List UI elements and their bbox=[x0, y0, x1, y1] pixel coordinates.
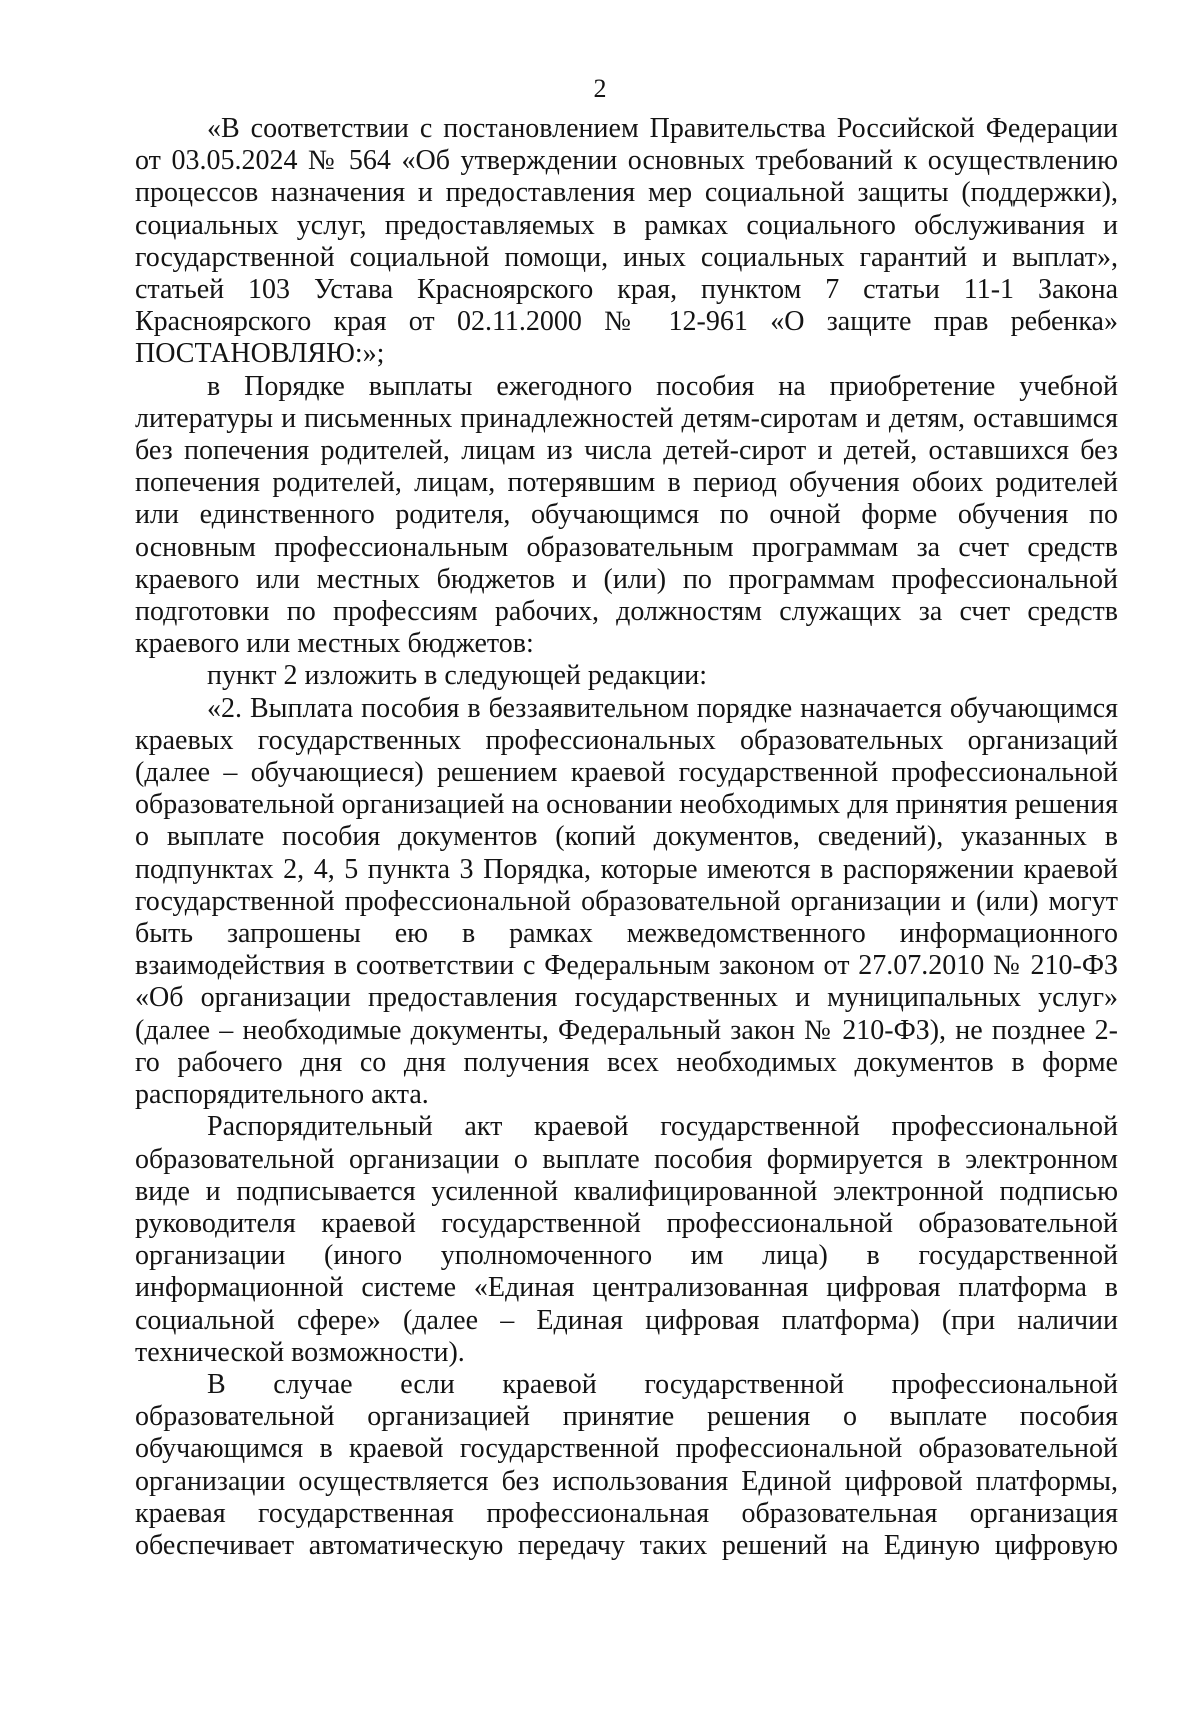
paragraph-item-2-instruction: пункт 2 изложить в следующей редакции: bbox=[207, 660, 707, 692]
document-body bbox=[135, 113, 1118, 1562]
paragraph-procedure-amendment: в Порядке выплаты ежегодного пособия на приобретение учебной литературы и письменных принадлежностей детям-сиротам и детям, оставшимся без попечения родителей, лицам из числа детей-сирот и детей, оставшихся без попечения родителей, лицам, потерявшим в период обучения обоих родителей или единственного родителя, обучающимся по очной форме обучения по основным профессиональным образовательным программам за счет средств краевого или местных бюджетов и (или) по программам профессиональной подготовки по профессиям рабочих, должностям служащих за счет средств краевого или местных бюджетов: bbox=[135, 370, 1118, 660]
paragraph-item-2-text: «2. Выплата пособия в беззаявительном порядке назначается обучающимся краевых государственных профессиональных образовательных организаций (далее – обучающиеся) решением краевой государственной профессиональной образовательной организацией на основании необходимых для принятия решения о выплате пособия документов (копий документов, сведений), указанных в подпунктах 2, 4, 5 пункта 3 Порядка, которые имеются в распоряжении краевой государственной профессиональной образовательной организации и (или) могут быть запрошены ею в рамках межведомственного информационного взаимодействия в соответствии с Федеральным законом от 27.07.2010 № 210-ФЗ «Об организации предоставления государственных и муниципальных услуг» (далее – необходимые документы, Федеральный закон № 210-ФЗ), не позднее 2-го рабочего дня со дня получения всех необходимых документов в форме распорядительного акта. bbox=[135, 692, 1118, 1111]
paragraph-administrative-act: Распорядительный акт краевой государственной профессиональной образовательной организации о выплате пособия формируется в электронном виде и подписывается усиленной квалифицированной электронной подписью руководителя краевой государственной профессиональной образовательной организации (иного уполномоченного им лица) в государственной информационной системе «Единая централизованная цифровая платформа в социальной сфере» (далее – Единая цифровая платформа) (при наличии технической возможности). bbox=[135, 1111, 1118, 1368]
paragraph-without-platform: В случае если краевой государственной профессиональной образовательной организацией принятие решения о выплате пособия обучающимся в краевой государственной профессиональной образовательной организации осуществляется без использования Единой цифровой платформы, краевая государственная профессиональная образовательная организация обеспечивает автоматическую передачу таких решений на Единую цифровую bbox=[135, 1368, 1118, 1561]
paragraph-preamble: «В соответствии с постановлением Правительства Российской Федерации от 03.05.2024 № 564 «Об утверждении основных требований к осуществлению процессов назначения и предоставления мер социальной защиты (поддержки), социальных услуг, предоставляемых в рамках социального обслуживания и государственной социальной помощи, иных социальных гарантий и выплат», статьей 103 Устава Красноярского края, пунктом 7 статьи 11-1 Закона Красноярского края от 02.11.2000 № 12-961 «О защите прав ребенка» ПОСТАНОВЛЯЮ:»; bbox=[135, 113, 1118, 370]
page-number: 2 bbox=[593, 74, 607, 103]
